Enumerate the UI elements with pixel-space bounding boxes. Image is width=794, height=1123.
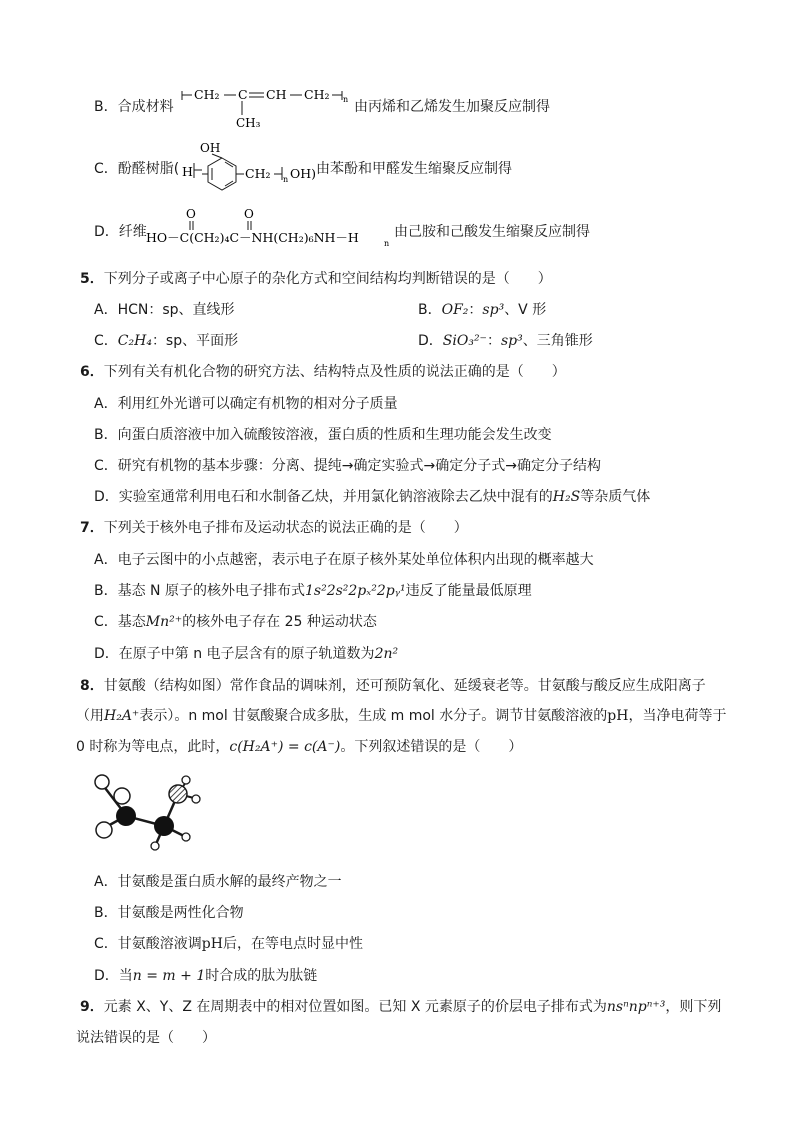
q5-option-d-tail: 、三角锥形 (522, 333, 593, 349)
q5-option-b-formula: OF₂ (441, 302, 469, 318)
oxygen-atom (96, 822, 112, 838)
poly-d-o1: O (186, 207, 196, 221)
q6-option-a: A．利用红外光谱可以确定有机物的相对分子质量 (94, 396, 398, 412)
q6-option-b: B．向蛋白质溶液中加入硫酸铵溶液，蛋白质的性质和生理功能会发生改变 (94, 427, 552, 443)
q5-number: 5． (80, 271, 104, 287)
q4-option-b-label: B．合成材料 (94, 99, 174, 115)
hydrogen-atom (192, 795, 200, 803)
q8-line1-text: 甘氨酸（结构如图）常作食品的调味剂，还可预防氧化、延缓衰老等。甘氨酸与酸反应生成阳离子 (103, 678, 706, 694)
poly-b-right: CH (266, 87, 287, 102)
q7-option-d-prefix: D．在原子中第 n 电子层含有的原子轨道数为 (94, 646, 375, 662)
q8-option-c (94, 934, 363, 954)
hydrogen-atom (151, 842, 159, 850)
q8-stem-line3 (76, 737, 522, 757)
q8-stem-line1 (80, 676, 706, 696)
q9-stem-line1 (80, 997, 721, 1017)
hydrogen-atom (182, 833, 190, 841)
q8-option-c-prefix: C．甘氨酸溶液调 (94, 936, 202, 952)
hydrogen-atom (182, 776, 190, 784)
q8-line3-tail: 。下列叙述错误的是（ ） (340, 739, 523, 755)
q5-option-c-prefix: C． (94, 333, 118, 349)
q6-option-d-prefix: D．实验室通常利用电石和水制备乙炔，并用氯化钠溶液除去乙炔中混有的 (94, 489, 553, 505)
q9-line1-prefix: 元素 X、Y、Z 在周期表中的相对位置如图。已知 X 元素原子的价层电子排布式为 (103, 999, 607, 1015)
q5-option-b-colon: ： (468, 302, 483, 318)
q6-option-d-formula: H₂S (552, 489, 581, 505)
q5-option-c-tail: ：sp、平面形 (151, 333, 239, 349)
hydrogen-atom (95, 775, 109, 789)
q5-option-d-prefix: D． (418, 333, 443, 349)
q6-number: 6． (80, 364, 104, 380)
q7-option-d (94, 644, 398, 664)
q7-option-c-formula: Mn²⁺ (145, 614, 183, 630)
q9-line1-tail: ，则下列 (665, 999, 722, 1015)
q4-option-d-tail: 由己胺和己酸发生缩聚反应制得 (394, 224, 590, 240)
poly-b-end: CH₂ (304, 87, 330, 102)
polyamide-structure (146, 204, 394, 250)
q7-option-a: A．电子云图中的小点越密，表示电子在原子核外某处单位体积内出现的概率越大 (94, 552, 594, 568)
q7-stem (80, 518, 468, 538)
q8-option-d-formula: n = m + 1 (132, 968, 206, 984)
q8-stem-line2 (76, 706, 726, 726)
q8-line2-tail: ，当净电荷等于 (628, 708, 727, 724)
poly-c-oh-top: OH (200, 141, 221, 155)
q8-line2-prefix: （用 (76, 708, 104, 724)
q8-option-c-tail: 后，在等电点时显中性 (222, 936, 363, 952)
q8-line2-ph: pH (607, 708, 629, 724)
poly-b-n: n (343, 95, 349, 104)
poly-d-n: n (384, 239, 390, 248)
q7-stem-text: 下列关于核外电子排布及运动状态的说法正确的是（ ） (103, 520, 468, 536)
poly-c-group: CH₂ (245, 166, 271, 181)
q5-option-d-hybrid: sp³ (500, 333, 523, 349)
q9-number: 9． (80, 999, 104, 1015)
q5-stem-text: 下列分子或离子中心原子的杂化方式和空间结构均判断错误的是（ ） (103, 271, 552, 287)
poly-b-sub: CH₃ (236, 116, 261, 130)
phenol-formaldehyde-structure (182, 138, 317, 194)
carbon-atom (116, 806, 136, 826)
q5-option-b-prefix: B． (418, 302, 442, 318)
q5-option-b (418, 300, 546, 320)
polypropylene-structure (178, 82, 353, 134)
carbon-atom (154, 816, 174, 836)
q4-option-c-tail: 由苯酚和甲醛发生缩聚反应制得 (316, 161, 512, 177)
q7-option-c-prefix: C．基态 (94, 614, 146, 630)
q5-stem (80, 269, 552, 289)
q8-line3-prefix: 0 时称为等电点，此时， (76, 739, 230, 755)
q4-option-b-tail: 由丙烯和乙烯发生加聚反应制得 (354, 99, 550, 115)
poly-d-text: HO－C(CH₂)₄C－NH(CH₂)₆NH－H (146, 230, 359, 245)
q8-option-c-ph: pH (201, 936, 223, 952)
q8-option-b: B．甘氨酸是两性化合物 (94, 905, 244, 921)
q6-option-d-tail: 等杂质气体 (580, 489, 651, 505)
q5-option-d-formula: SiO₃²⁻ (442, 333, 487, 349)
q8-line2-middle: 表示）。n mol 甘氨酸聚合成多肽，生成 m mol 水分子。调节甘氨酸溶液的 (139, 708, 608, 724)
q5-option-c (94, 331, 238, 351)
q7-option-b-formula: 1s²2s²2pₓ²2pᵧ¹ (304, 583, 406, 599)
q9-line1-formula: nsⁿnpⁿ⁺³ (606, 999, 666, 1015)
poly-c-h-left: H (182, 164, 193, 179)
q7-option-b-prefix: B．基态 N 原子的核外电子排布式 (94, 583, 305, 599)
oxygen-atom (114, 788, 130, 804)
poly-d-o2: O (244, 207, 254, 221)
poly-b-mid: C (238, 87, 248, 102)
poly-b-left: CH₂ (194, 87, 220, 102)
q8-number: 8． (80, 678, 104, 694)
q4-option-c-label: C．酚醛树脂( (94, 161, 180, 177)
q5-option-a: A．HCN：sp、直线形 (94, 302, 235, 318)
q7-option-c (94, 612, 377, 632)
q7-option-b-tail: 违反了能量最低原理 (405, 583, 532, 599)
q7-option-c-tail: 的核外电子存在 25 种运动状态 (182, 614, 377, 630)
poly-c-n: n (283, 175, 289, 184)
poly-c-oh-end: OH) (290, 166, 317, 181)
q7-option-b (94, 581, 532, 601)
q5-option-b-hybrid: sp³ (482, 302, 505, 318)
q7-option-d-formula: 2n² (374, 646, 399, 662)
glycine-molecule-model (90, 770, 220, 852)
q7-number: 7． (80, 520, 104, 536)
q8-line3-formula: c(H₂A⁺) = c(A⁻) (229, 739, 341, 755)
nitrogen-atom (169, 785, 187, 803)
q8-option-d-tail: 时合成的肽为肽链 (205, 968, 318, 984)
q5-option-d-colon: ： (486, 333, 501, 349)
q5-option-d (418, 331, 593, 351)
q8-option-a: A．甘氨酸是蛋白质水解的最终产物之一 (94, 874, 342, 890)
q8-line2-formula: H₂A⁺ (104, 708, 140, 724)
q5-option-c-formula: C₂H₄ (117, 333, 152, 349)
q6-stem-text: 下列有关有机化合物的研究方法、结构特点及性质的说法正确的是（ ） (103, 364, 566, 380)
q9-stem-line2: 说法错误的是（ ） (76, 1030, 216, 1046)
q5-option-b-tail: 、V 形 (504, 302, 547, 318)
q6-stem (80, 362, 566, 382)
q4-option-d-label: D．纤维 (94, 224, 147, 240)
q6-option-d (94, 487, 650, 507)
q8-option-d-prefix: D．当 (94, 968, 133, 984)
q6-option-c: C．研究有机物的基本步骤：分离、提纯→确定实验式→确定分子式→确定分子结构 (94, 458, 601, 474)
q8-option-d (94, 966, 317, 986)
